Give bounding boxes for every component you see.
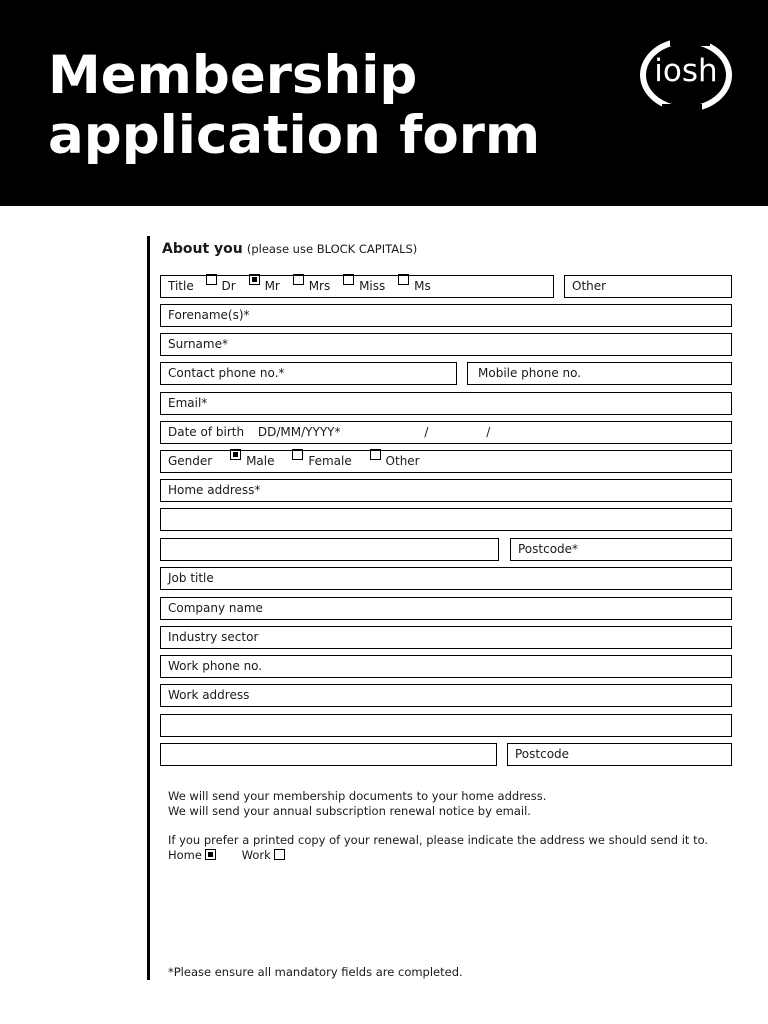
work-phone-label: Work phone no.: [168, 659, 263, 673]
email-label: Email*: [168, 396, 208, 410]
work-address-line2-field[interactable]: [160, 714, 732, 737]
surname-label: Surname*: [168, 337, 228, 351]
renewal-options: [168, 848, 708, 863]
info-line1: We will send your membership documents to your home address.: [168, 789, 547, 803]
title-other-field[interactable]: [564, 275, 732, 298]
work-postcode-label: Postcode: [515, 747, 570, 761]
info-text-block: [168, 789, 546, 819]
section-heading-note: (please use BLOCK CAPITALS): [246, 242, 418, 256]
home-postcode-field[interactable]: [510, 538, 732, 561]
title-field: [160, 275, 554, 298]
page-title-line1: Membership: [48, 45, 418, 106]
dob-separator-2: /: [486, 425, 491, 439]
dob-label: Date of birth: [168, 425, 245, 439]
forename-label: Forename(s)*: [168, 308, 250, 322]
work-postcode-field[interactable]: [507, 743, 732, 766]
job-title-field[interactable]: [160, 567, 732, 590]
forename-field[interactable]: [160, 304, 732, 327]
title-mr-checkbox[interactable]: [249, 274, 260, 285]
company-name-label: Company name: [168, 601, 263, 615]
gender-other-label: Other: [385, 454, 420, 468]
dob-format: DD/MM/YYYY*: [257, 425, 341, 439]
home-address-field[interactable]: [160, 479, 732, 502]
home-address-line3-field[interactable]: [160, 538, 499, 561]
title-mr-label: Mr: [264, 279, 280, 293]
gender-other-checkbox[interactable]: [370, 449, 381, 460]
dob-separator-1: /: [424, 425, 429, 439]
email-field[interactable]: [160, 392, 732, 415]
renewal-home-label: Home: [168, 848, 202, 862]
surname-field[interactable]: [160, 333, 732, 356]
home-address-line2-field[interactable]: [160, 508, 732, 531]
mobile-phone-field[interactable]: [467, 362, 732, 385]
title-mrs-label: Mrs: [308, 279, 331, 293]
header-banner: [0, 0, 768, 206]
company-name-field[interactable]: [160, 597, 732, 620]
section-heading-title: About you: [162, 241, 243, 257]
title-ms-label: Ms: [414, 279, 431, 293]
title-dr-label: Dr: [221, 279, 236, 293]
section-heading: [162, 241, 417, 257]
renewal-home-checkbox[interactable]: [205, 849, 216, 860]
gender-label: Gender: [168, 454, 213, 468]
info-line2: We will send your annual subscription renewal notice by email.: [168, 804, 531, 818]
dob-field[interactable]: [160, 421, 732, 444]
mobile-phone-label: Mobile phone no.: [478, 366, 582, 380]
work-address-line3-field[interactable]: [160, 743, 497, 766]
work-address-field[interactable]: [160, 684, 732, 707]
contact-phone-field[interactable]: [160, 362, 457, 385]
gender-field: [160, 450, 732, 473]
gender-female-checkbox[interactable]: [292, 449, 303, 460]
iosh-logo: [640, 38, 732, 112]
work-address-label: Work address: [168, 688, 250, 702]
title-label: Title: [168, 279, 194, 293]
title-miss-checkbox[interactable]: [343, 274, 354, 285]
title-other-label: Other: [572, 279, 607, 293]
renewal-text-block: [168, 833, 708, 863]
home-postcode-label: Postcode*: [518, 542, 579, 556]
home-address-label: Home address*: [168, 483, 261, 497]
industry-sector-label: Industry sector: [168, 630, 259, 644]
page-title: [48, 46, 540, 166]
industry-sector-field[interactable]: [160, 626, 732, 649]
gender-male-label: Male: [246, 454, 275, 468]
job-title-label: Job title: [168, 571, 214, 585]
gender-female-label: Female: [308, 454, 352, 468]
page-title-line2: application form: [48, 105, 541, 166]
mandatory-footnote: *Please ensure all mandatory fields are completed.: [168, 965, 463, 979]
contact-phone-label: Contact phone no.*: [168, 366, 285, 380]
gender-male-checkbox[interactable]: [230, 449, 241, 460]
work-phone-field[interactable]: [160, 655, 732, 678]
title-dr-checkbox[interactable]: [206, 274, 217, 285]
title-miss-label: Miss: [359, 279, 386, 293]
title-ms-checkbox[interactable]: [398, 274, 409, 285]
section-divider-line: [147, 236, 150, 980]
info-line3: If you prefer a printed copy of your renewal, please indicate the address we should send it to.: [168, 833, 709, 847]
logo-text: iosh: [654, 53, 718, 89]
renewal-work-checkbox[interactable]: [274, 849, 285, 860]
title-mrs-checkbox[interactable]: [293, 274, 304, 285]
renewal-work-label: Work: [241, 848, 271, 862]
